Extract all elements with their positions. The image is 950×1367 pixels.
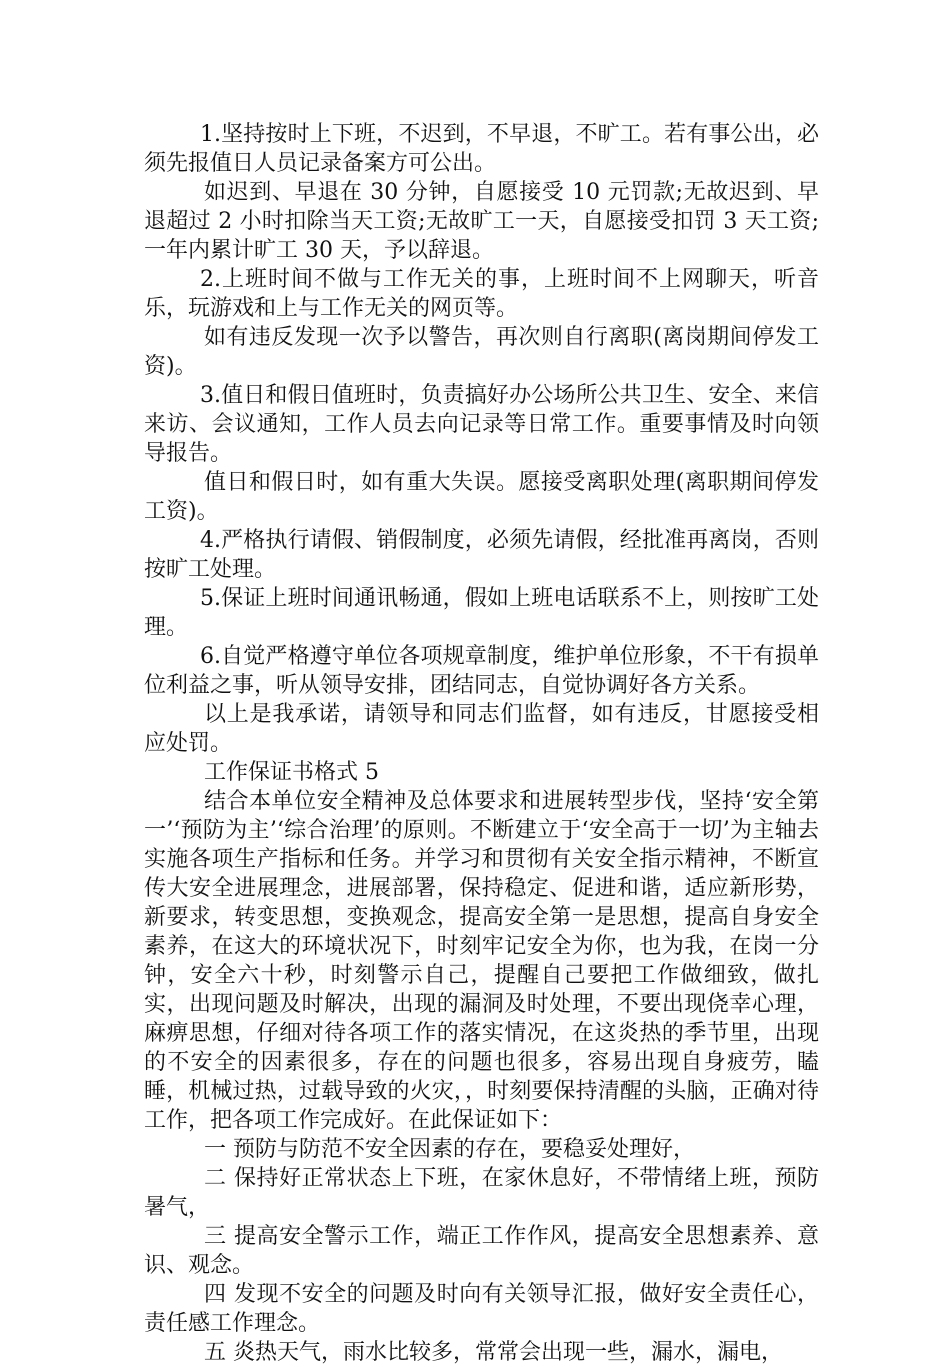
paragraph-rule-5: 5.保证上班时间通讯畅通，假如上班电话联系不上，则按旷工处理。 (144, 586, 819, 640)
paragraph-rule-4: 4.严格执行请假、销假制度，必须先请假，经批准再离岗，否则按旷工处理。 (144, 528, 819, 582)
paragraph-rule-6: 6.自觉严格遵守单位各项规章制度，维护单位形象，不干有损单位利益之事，听从领导安排，团结同志，自觉协调好各方关系。 (144, 644, 819, 698)
paragraph-rule-3: 3.值日和假日值班时，负责搞好办公场所公共卫生、安全、来信来访、会议通知，工作人员去向记录等日常工作。重要事情及时向领导报告。 (144, 383, 819, 466)
paragraph-safety-intro: 结合本单位安全精神及总体要求和进展转型步伐，坚持‘安全第一’‘预防为主’‘综合治理’的原则。不断建立于‘安全高于一切’为主轴去实施各项生产指标和任务。并学习和贯彻有关安全指示精神，不断宣传大安全进展理念，进展部署，保持稳定、促进和谐，适应新形势，新要求，转变思想，变换观念，提高安全第一是思想，提高自身安全素养，在这大的环境状况下，时刻牢记安全为你，也为我，在岗一分钟，安全六十秒，时刻警示自己，提醒自己要把工作做细致，做扎实，出现问题及时解决，出现的漏洞及时处理，不要出现侥幸心理，麻痹思想，仔细对待各项工作的落实情况，在这炎热的季节里，出现的不安全的因素很多，存在的问题也很多，容易出现自身疲劳，瞌睡，机械过热，过载导致的火灾，，时刻要保持清醒的头脑，正确对待工作，把各项工作完成好。在此保证如下： (144, 789, 819, 1133)
list-item-5: 五 炎热天气，雨水比较多，常常会出现一些，漏水，漏电， (204, 1340, 783, 1365)
list-item-4: 四 发现不安全的问题及时向有关领导汇报，做好安全责任心，责任感工作理念。 (144, 1282, 819, 1336)
list-item-1: 一 预防与防范不安全因素的存在，要稳妥处理好， (204, 1137, 695, 1162)
paragraph-rule-2-detail: 如有违反发现一次予以警告，再次则自行离职(离岗期间停发工资)。 (144, 325, 819, 379)
document-body (144, 120, 819, 1367)
list-item-2: 二 保持好正常状态上下班，在家休息好，不带情绪上班，预防暑气， (144, 1166, 819, 1220)
section-heading: 工作保证书格式 5 (204, 760, 379, 785)
paragraph-rule-1: 1.坚持按时上下班，不迟到，不早退，不旷工。若有事公出，必须先报值日人员记录备案方可公出。 (144, 122, 819, 176)
list-item-3: 三 提高安全警示工作，端正工作作风，提高安全思想素养、意识、观念。 (144, 1224, 819, 1278)
paragraph-rule-2: 2.上班时间不做与工作无关的事，上班时间不上网聊天，听音乐，玩游戏和上与工作无关的网页等。 (144, 267, 819, 321)
paragraph-commitment: 以上是我承诺，请领导和同志们监督，如有违反，甘愿接受相应处罚。 (144, 702, 819, 756)
paragraph-rule-3-detail: 值日和假日时，如有重大失误。愿接受离职处理(离职期间停发工资)。 (144, 470, 819, 524)
paragraph-rule-1-detail: 如迟到、早退在 30 分钟，自愿接受 10 元罚款;无故迟到、早退超过 2 小时扣除当天工资;无故旷工一天，自愿接受扣罚 3 天工资;一年内累计旷工 30 天，予以辞退。 (144, 180, 819, 263)
